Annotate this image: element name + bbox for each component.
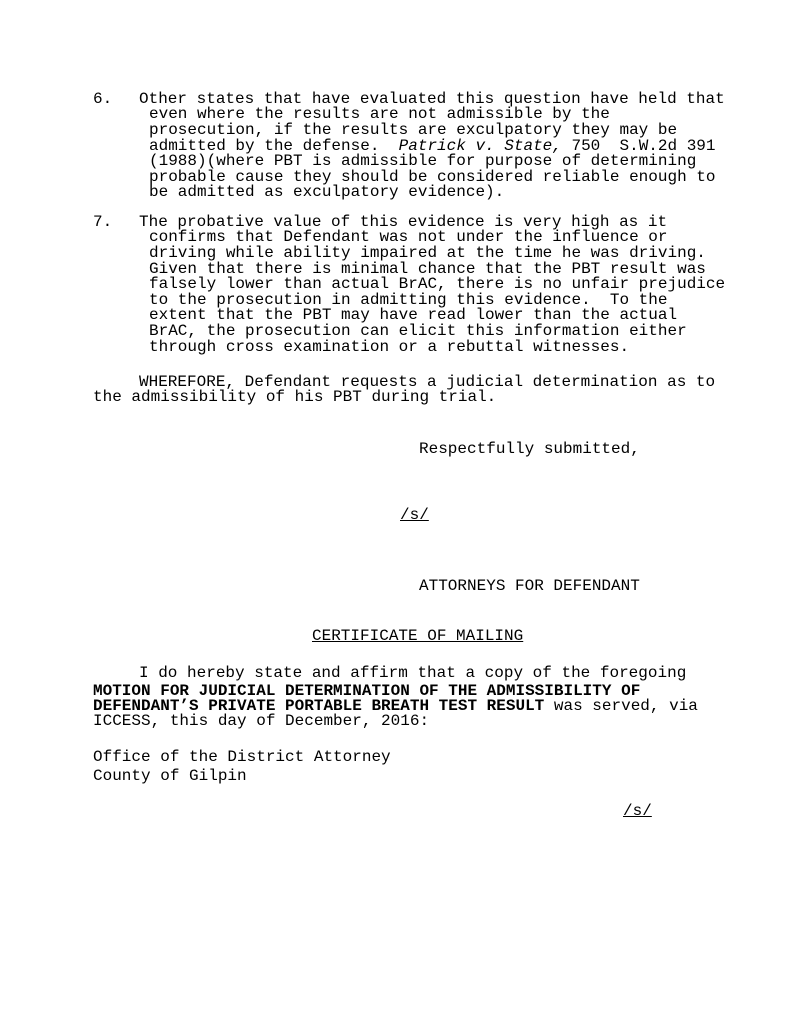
case-name-citation: Patrick v. State, [398,137,562,155]
item-6-line-1: Other states that have evaluated this question have held that [139,90,725,108]
wherefore-line-2: the admissibility of his PBT during trial. [93,388,497,406]
served-suffix: was served, via [544,697,698,715]
item-6-line-2: even where the results are not admissible by the [149,105,610,123]
recipient-line-2: County of Gilpin [93,767,247,785]
item-7-line-1: The probative value of this evidence is very high as it [139,213,668,231]
attorneys-label: ATTORNEYS FOR DEFENDANT [419,577,640,595]
wherefore-line-1: WHEREFORE, Defendant requests a judicial determination as to [139,373,716,391]
item-6-line-5: (1988)(where PBT is admissible for purpose of determining [149,152,697,170]
signature: /s/ [400,506,429,524]
item-6-line-7: be admitted as exculpatory evidence). [149,183,505,201]
motion-title-line-2: DEFENDANT’S PRIVATE PORTABLE BREATH TEST RESULT [93,697,545,715]
item-7-line-3: driving while ability impaired at the time he was driving. [149,244,706,262]
item-7-line-6: to the prosecution in admitting this evidence. To the [149,291,668,309]
motion-title-line-1: MOTION FOR JUDICIAL DETERMINATION OF THE ADMISSIBILITY OF [93,682,641,700]
item-6-cite-after: 750 S.W.2d 391 [561,137,716,155]
item-7-line-9: through cross examination or a rebuttal witnesses. [149,338,630,356]
item-7-line-7: extent that the PBT may have read lower than the actual [149,306,678,324]
certificate-signature: /s/ [623,802,652,820]
item-7-number: 7. [93,213,113,231]
item-7-line-5: falsely lower than actual BrAC, there is no unfair prejudice [149,275,726,293]
item-6-line-3: prosecution, if the results are exculpatory they may be [149,121,678,139]
item-6-number: 6. [93,90,113,108]
item-7-line-4: Given that there is minimal chance that the PBT result was [149,260,706,278]
certificate-intro: I do hereby state and affirm that a copy of the foregoing [139,664,687,682]
item-7-line-8: BrAC, the prosecution can elicit this information either [149,322,687,340]
closing-text: Respectfully submitted, [419,440,640,458]
certificate-heading: CERTIFICATE OF MAILING [312,627,524,645]
item-6-cite-before: admitted by the defense. [149,137,399,155]
served-line-2: ICCESS, this day of December, 2016: [93,712,430,730]
item-6-line-6: probable cause they should be considered reliable enough to [149,168,716,186]
recipient-line-1: Office of the District Attorney [93,748,391,766]
item-7-line-2: confirms that Defendant was not under the influence or [149,228,668,246]
